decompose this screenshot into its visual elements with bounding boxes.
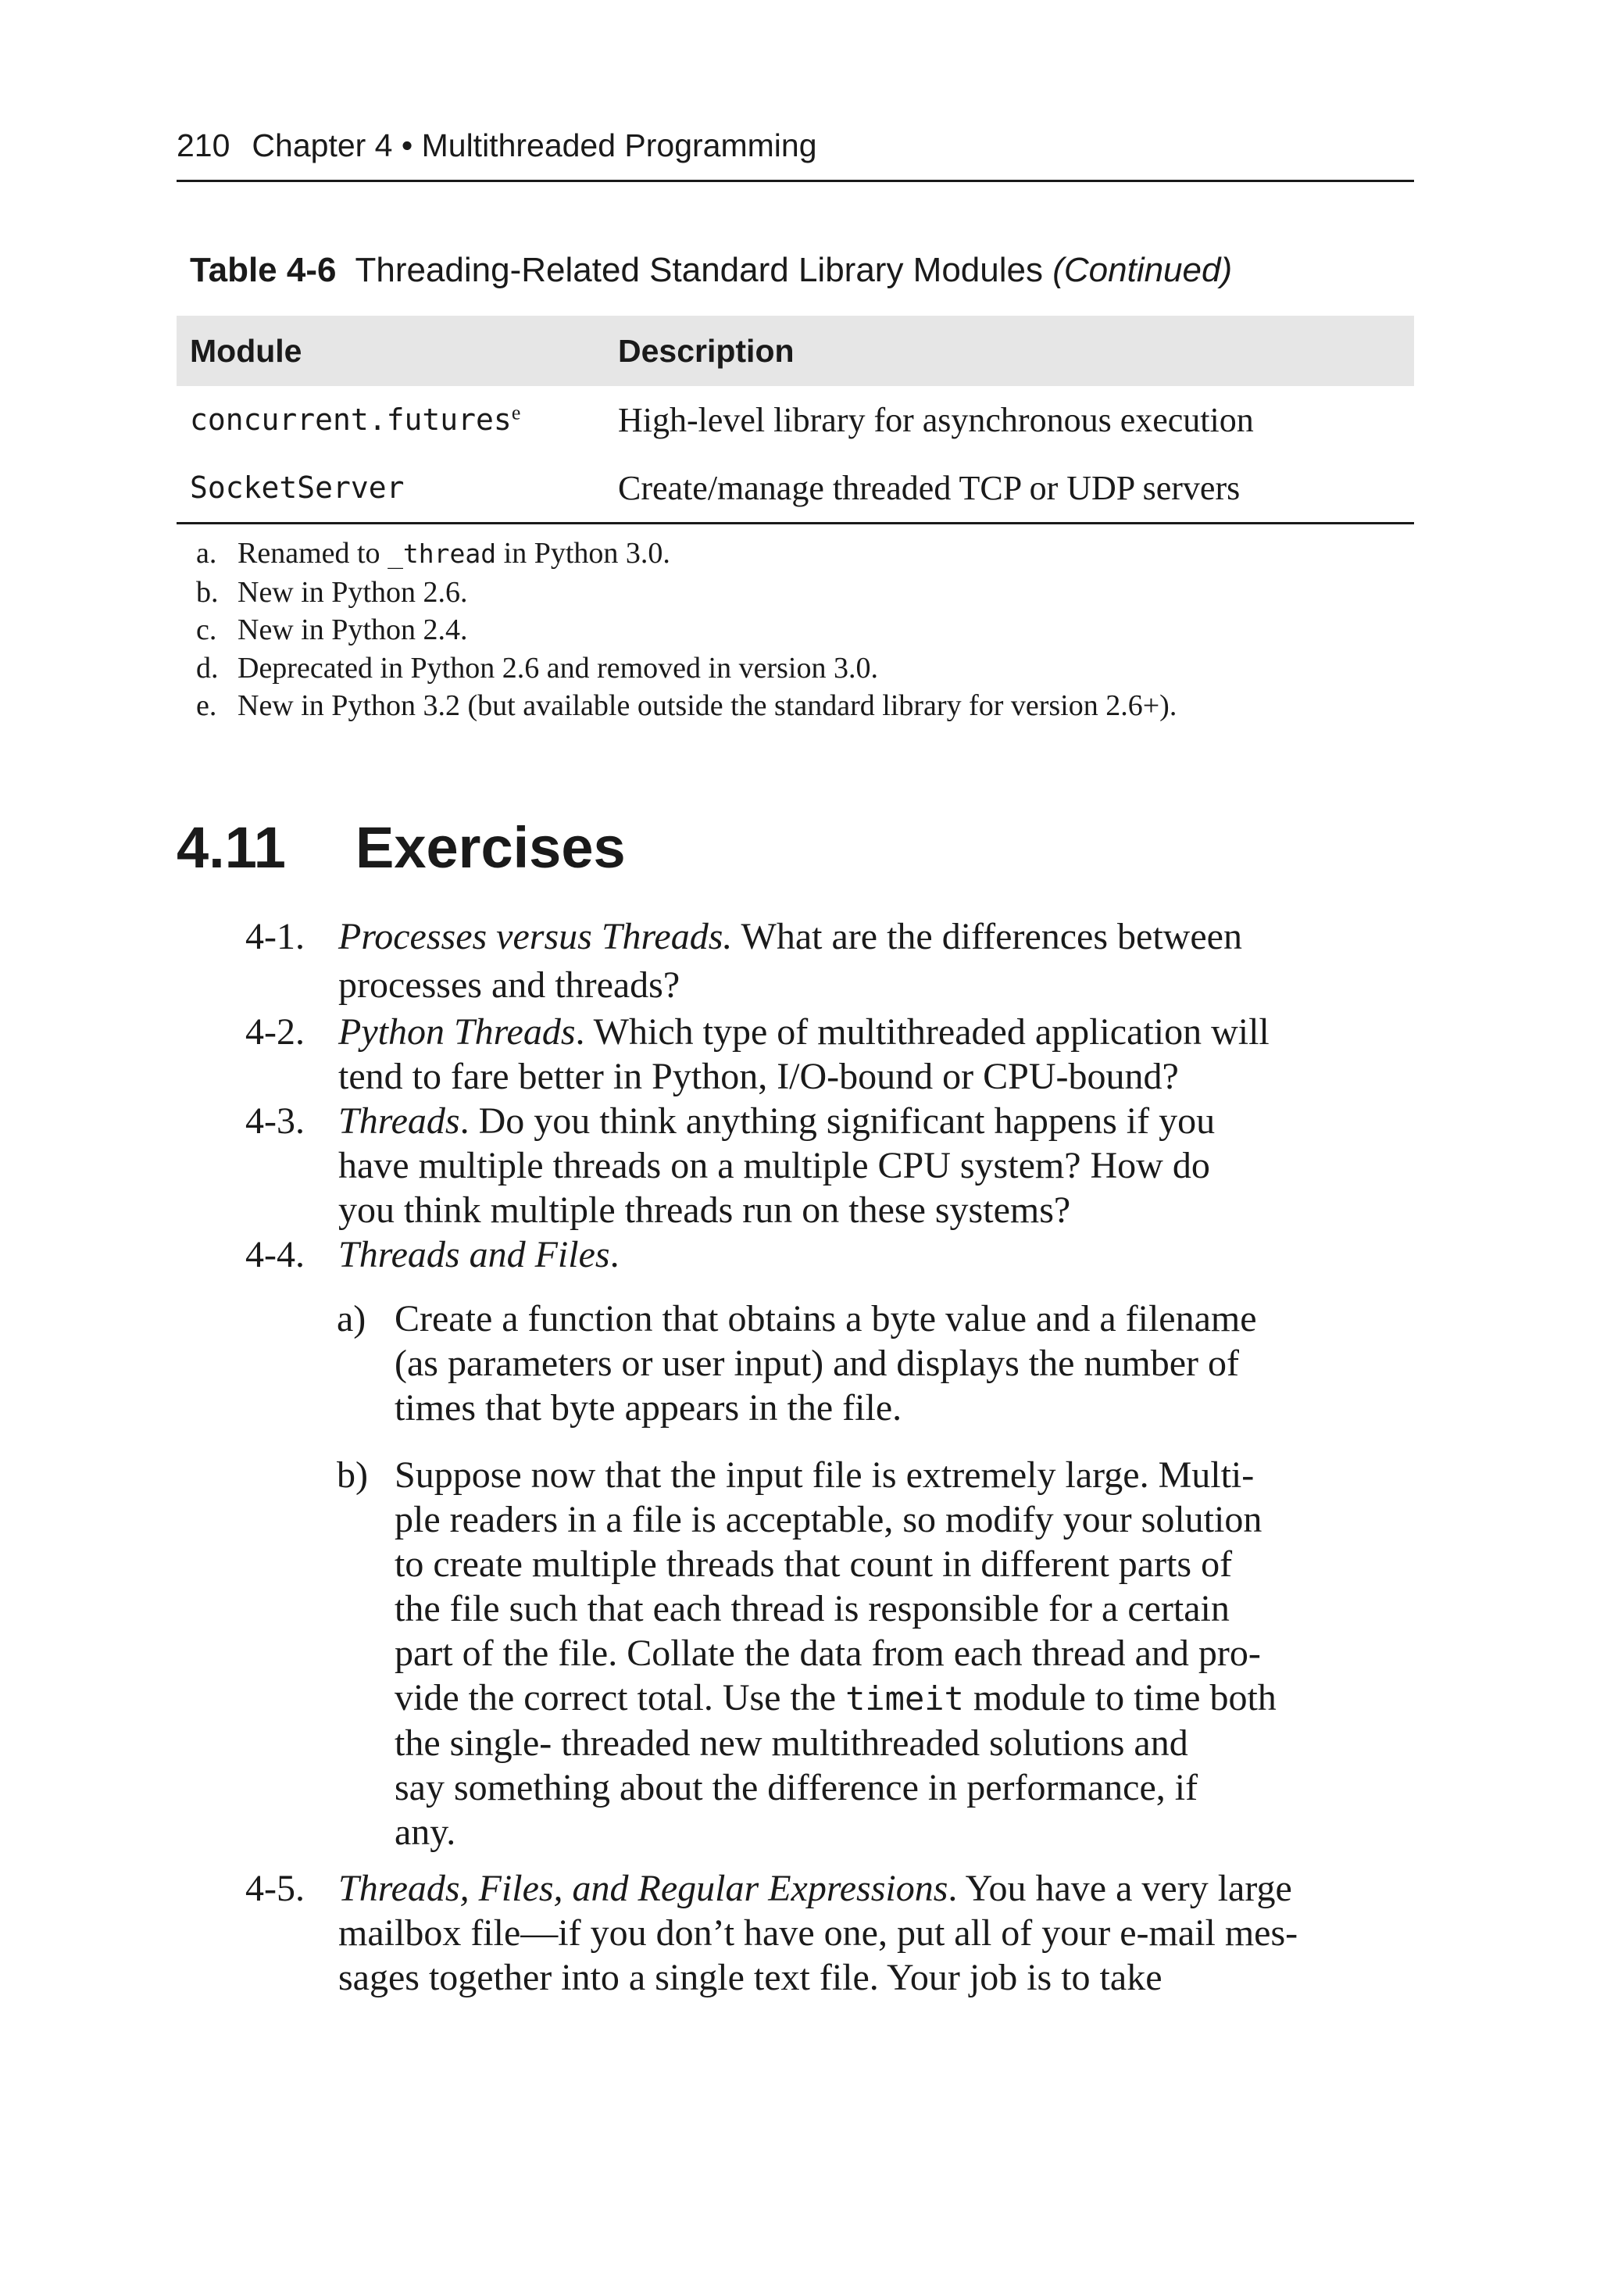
footnote-item: a. Renamed to _thread in Python 3.0.: [196, 537, 670, 570]
description-cell: Create/manage threaded TCP or UDP servers: [605, 454, 1414, 524]
module-cell: [177, 454, 605, 524]
column-header-module: Module: [177, 316, 605, 386]
footnote-item: e. New in Python 3.2 (but available outside the standard library for version 2.6+).: [196, 689, 1177, 722]
exercise-item: 4-3. Threads. Do you think anything significant happens if you have multiple threads on a multiple CPU system? How do you think multiple threads run on these systems?: [245, 1100, 1216, 1231]
sub-item: b) Suppose now that the input file is extremely large. Multi- ple readers in a file is acceptable, so modify your solution to create multiple threads that count in different parts of the file such that each thread is responsible for a certain part of the file. Collate the data from each thread and pro- vide the correct total. Use the timeit module to time both the single- threaded new multithreaded solutions and say something about the difference in performance, if any.: [337, 1454, 1277, 1853]
column-header-description: Description: [605, 316, 1414, 386]
table-label: Table 4-6: [190, 251, 337, 289]
table-row: [177, 386, 1414, 454]
footnote-item: c. New in Python 2.4.: [196, 613, 468, 646]
footnote-marker: e: [511, 401, 521, 424]
table-title: Threading-Related Standard Library Modules: [355, 251, 1043, 289]
table-continued: (Continued): [1052, 251, 1233, 289]
inline-code: timeit: [845, 1679, 964, 1718]
exercise-number: 4-3.: [245, 1100, 305, 1142]
exercise-number: 4-2.: [245, 1011, 305, 1053]
section-title: Exercises: [355, 815, 626, 880]
table-caption: [190, 249, 1232, 292]
sub-item-label: b): [337, 1454, 368, 1496]
exercise-title: Processes versus Threads.: [338, 916, 733, 957]
table-footnotes: [196, 535, 1415, 725]
module-name: concurrent.futures: [190, 402, 512, 437]
sub-item-label: a): [337, 1298, 366, 1339]
exercise-item: 4-5. Threads, Files, and Regular Expressions. You have a very large mailbox file—if you don’t have one, put all of your e-mail mes- sages together into a single text file. Your job is to take: [245, 1868, 1298, 1998]
footnote-item: b. New in Python 2.6.: [196, 575, 468, 609]
footnote-item: d. Deprecated in Python 2.6 and removed in version 3.0.: [196, 651, 878, 685]
section-heading: [177, 813, 626, 883]
sub-item: a) Create a function that obtains a byte value and a filename (as parameters or user input) and displays the number of times that byte appears in the file.: [337, 1298, 1257, 1429]
exercise-item: 4-2. Python Threads. Which type of multithreaded application will tend to fare better in Python, I/O-bound or CPU-bound?: [245, 1011, 1270, 1097]
exercise-title: Threads and Files: [338, 1234, 610, 1275]
running-header: [177, 125, 1414, 182]
exercise-number: 4-4.: [245, 1234, 305, 1275]
exercise-item: 4-4. Threads and Files.: [245, 1234, 620, 1275]
section-number: 4.11: [177, 815, 286, 880]
module-cell: [177, 386, 605, 454]
chapter-title: Chapter 4 • Multithreaded Programming: [252, 127, 817, 163]
module-name: SocketServer: [190, 470, 405, 505]
table-row: [177, 454, 1414, 524]
exercise-number: 4-5.: [245, 1868, 305, 1909]
exercise-title: Threads, Files, and Regular Expressions: [338, 1868, 948, 1909]
exercise-title: Python Threads: [338, 1011, 576, 1053]
exercise-title: Threads: [338, 1100, 460, 1142]
inline-code: _thread: [388, 538, 497, 569]
page-number: 210: [177, 127, 230, 163]
exercise-item: 4-1. Processes versus Threads. What are the differences between processes and threads?: [245, 916, 1242, 1006]
module-table: [177, 316, 1414, 524]
exercise-number: 4-1.: [245, 916, 305, 957]
table-header-row: [177, 316, 1414, 386]
description-cell: High-level library for asynchronous execution: [618, 401, 1254, 439]
